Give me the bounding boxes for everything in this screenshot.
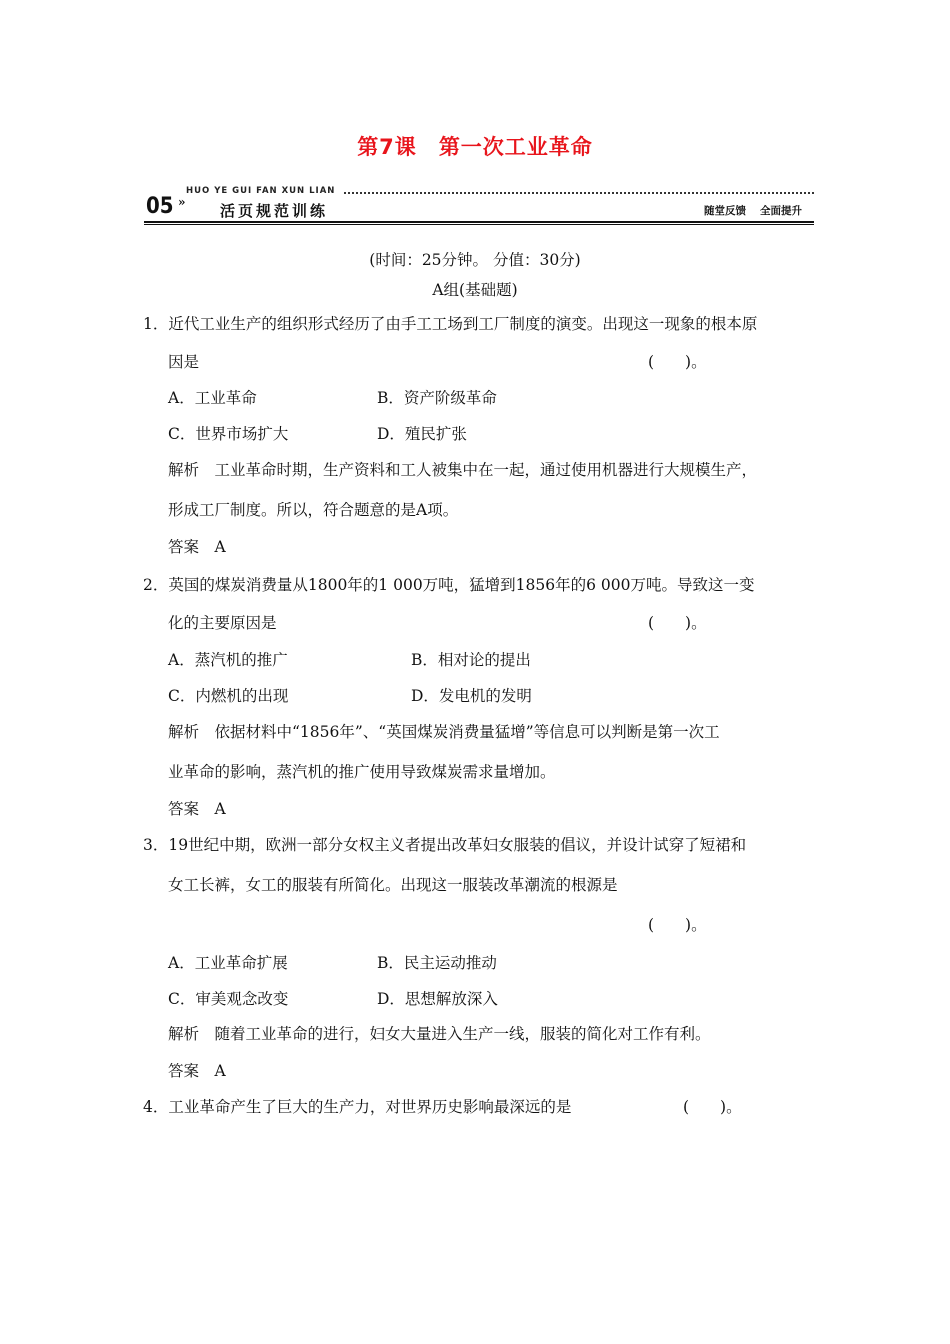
- question-2-option-c: C．内燃机的出现: [168, 687, 289, 705]
- question-1-option-b: B．资产阶级革命: [377, 389, 497, 407]
- chevron-icon: »: [178, 195, 186, 209]
- question-1-stem-cont: 因是: [168, 353, 200, 371]
- banner-tagline: [704, 203, 802, 218]
- question-2-analysis: 解析 依据材料中“1856年”、“英国煤炭消费量猛增”等信息可以判断是第一次工: [168, 723, 720, 741]
- question-1-option-c: C．世界市场扩大: [168, 425, 289, 443]
- question-3-option-a: A．工业革命扩展: [168, 954, 288, 972]
- question-2-blank: ( )。: [648, 614, 707, 632]
- question-3-analysis: 解析 随着工业革命的进行，妇女大量进入生产一线，服装的简化对工作有利。: [168, 1025, 711, 1043]
- time-score-info: (时间：25分钟。 分值：30分): [369, 251, 581, 269]
- section-banner: [144, 186, 814, 226]
- question-1-analysis-cont: 形成工厂制度。所以，符合题意的是A项。: [168, 501, 459, 519]
- banner-tag-improve: 全面提升: [760, 205, 802, 217]
- question-3-option-d: D．思想解放深入: [377, 990, 498, 1008]
- question-3-option-b: B．民主运动推动: [377, 954, 497, 972]
- banner-rule-thin: [144, 224, 814, 225]
- question-2-option-b: B．相对论的提出: [411, 651, 531, 669]
- group-heading: A组(基础题): [432, 281, 518, 299]
- question-2-option-d: D．发电机的发明: [411, 687, 532, 705]
- question-2-stem: 2．英国的煤炭消费量从1800年的1 000万吨，猛增到1856年的6 000万吨。导致这一变: [143, 576, 755, 594]
- question-2-option-a: A．蒸汽机的推广: [168, 651, 288, 669]
- question-2-answer: 答案 A: [168, 800, 226, 818]
- question-1-answer: 答案 A: [168, 538, 226, 556]
- question-3-answer: 答案 A: [168, 1062, 226, 1080]
- question-4-stem: 4．工业革命产生了巨大的生产力，对世界历史影响最深远的是: [143, 1098, 572, 1116]
- question-1-blank: ( )。: [648, 353, 707, 371]
- banner-rule: [144, 221, 814, 223]
- question-4-blank: ( )。: [683, 1098, 742, 1116]
- question-3-blank: ( )。: [648, 916, 707, 934]
- question-2-analysis-cont: 业革命的影响，蒸汽机的推广使用导致煤炭需求量增加。: [168, 763, 556, 781]
- question-3-stem-cont: 女工长裤，女工的服装有所简化。出现这一服装改革潮流的根源是: [168, 876, 618, 894]
- banner-tag-feedback: 随堂反馈: [704, 205, 746, 217]
- lesson-title: [0, 131, 950, 161]
- question-3-option-c: C．审美观念改变: [168, 990, 289, 1008]
- question-2-stem-cont: 化的主要原因是: [168, 614, 277, 632]
- question-1-option-d: D．殖民扩张: [377, 425, 467, 443]
- question-1-option-a: A．工业革命: [168, 389, 257, 407]
- banner-pinyin: HUO YE GUI FAN XUN LIAN: [186, 186, 336, 196]
- lesson-topic: 第一次工业革命: [438, 135, 593, 159]
- question-1-analysis: 解析 工业革命时期，生产资料和工人被集中在一起，通过使用机器进行大规模生产，: [168, 461, 758, 479]
- banner-title: 活页规范训练: [220, 202, 329, 220]
- question-3-stem: 3．19世纪中期，欧洲一部分女权主义者提出改革妇女服装的倡议，并设计试穿了短裙和: [143, 836, 747, 854]
- lesson-number: 第7课: [357, 135, 417, 159]
- banner-number: 05: [146, 194, 174, 219]
- banner-dotted-rule: [344, 192, 814, 194]
- question-1-stem: 1．近代工业生产的组织形式经历了由手工工场到工厂制度的演变。出现这一现象的根本原: [143, 315, 758, 333]
